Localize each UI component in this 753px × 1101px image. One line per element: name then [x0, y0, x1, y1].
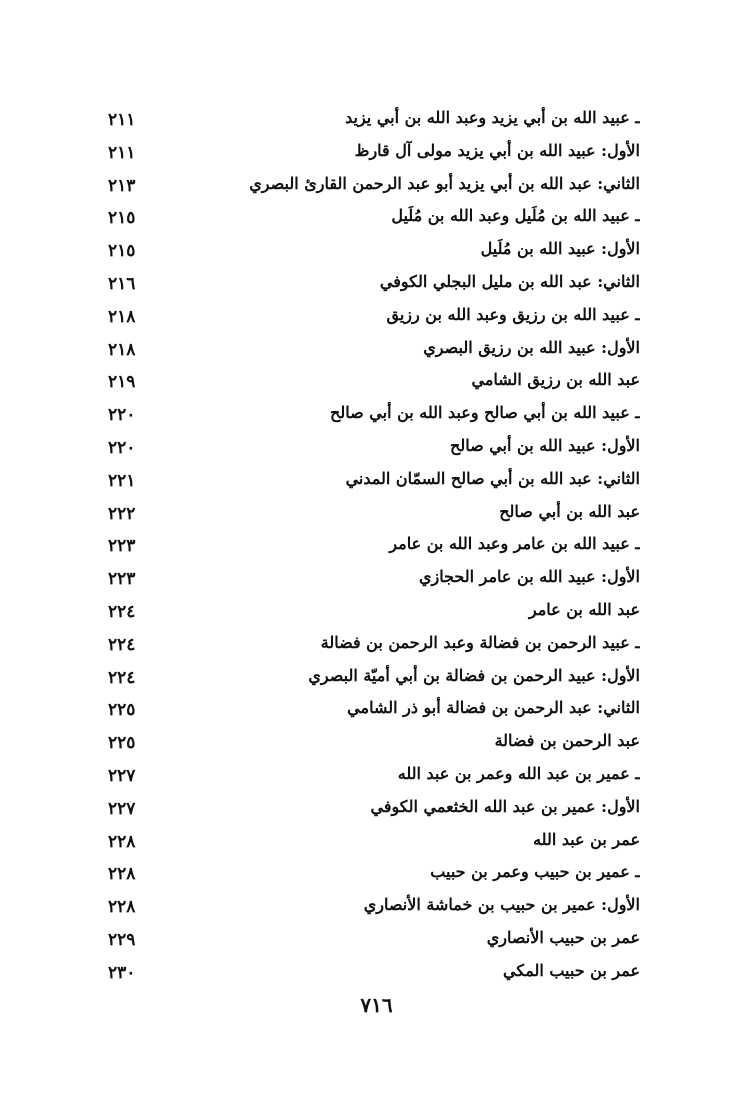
toc-row	[0, 725, 753, 758]
toc-entry-title: ـ عمير بن عبد الله وعمر بن عبد الله	[397, 763, 640, 783]
toc-entry-page: ٢٣٠	[108, 962, 136, 983]
toc-row	[0, 233, 753, 266]
toc-row	[0, 692, 753, 725]
toc-row	[0, 102, 753, 135]
toc-row	[0, 200, 753, 233]
toc-entry-page: ٢٢٠	[108, 405, 136, 426]
toc-entry-page: ٢١٦	[108, 273, 136, 294]
toc-entry-page: ٢٢٤	[108, 634, 136, 655]
toc-row	[0, 889, 753, 922]
toc-entry-title: الثاني: عبد الرحمن بن فضالة أبو ذر الشامي	[347, 698, 640, 718]
toc-entry-title: ـ عبيد الله بن عامر وعبد الله بن عامر	[389, 534, 640, 554]
toc-entry-title: ـ عبيد الرحمن بن فضالة وعبد الرحمن بن فضالة	[320, 632, 640, 652]
toc-row	[0, 561, 753, 594]
toc-row	[0, 463, 753, 496]
toc-row	[0, 660, 753, 693]
toc-entry-page: ٢٢٣	[108, 569, 136, 590]
toc-row	[0, 496, 753, 529]
toc-entry-title: الثاني: عبد الله بن مليل البجلي الكوفي	[379, 271, 640, 291]
toc-row	[0, 758, 753, 791]
toc-entry-page: ٢١٥	[108, 208, 136, 229]
toc-entry-page: ٢٢٠	[108, 437, 136, 458]
toc-row	[0, 627, 753, 660]
toc-entry-page: ٢١٥	[108, 241, 136, 262]
toc-entry-page: ٢٢٧	[108, 798, 136, 819]
toc-entry-page: ٢١٨	[108, 306, 136, 327]
toc-entry-title: الأول: عمير بن عبد الله الخثعمي الكوفي	[370, 796, 640, 816]
toc-entry-title: الثاني: عبد الله بن أبي صالح السمّان المدني	[345, 468, 640, 488]
toc-row	[0, 430, 753, 463]
toc-row	[0, 955, 753, 988]
toc-entry-title: الأول: عبيد الله بن أبي يزيد مولى آل قارظ	[354, 140, 640, 160]
toc-entry-title: ـ عبيد الله بن رزيق وعبد الله بن رزيق	[386, 304, 640, 324]
toc-row	[0, 856, 753, 889]
toc-row	[0, 528, 753, 561]
toc-entry-title: ـ عبيد الله بن أبي صالح وعبد الله بن أبي صالح	[330, 403, 640, 423]
toc-entry-title: الثاني: عبد الله بن أبي يزيد أبو عبد الرحمن القارئ البصري	[249, 173, 640, 193]
table-of-contents	[0, 102, 753, 988]
toc-entry-title: عبد الله بن عامر	[528, 599, 640, 619]
toc-row	[0, 299, 753, 332]
toc-entry-page: ٢١٨	[108, 339, 136, 360]
toc-row	[0, 397, 753, 430]
toc-entry-title: الأول: عمير بن حبيب بن خماشة الأنصاري	[363, 895, 640, 915]
toc-entry-title: عمر بن حبيب المكي	[503, 960, 640, 980]
page-number: ٧١٦	[360, 993, 393, 1017]
toc-entry-page: ٢٢٨	[108, 897, 136, 918]
toc-row	[0, 332, 753, 365]
toc-entry-title: الأول: عبيد الرحمن بن فضالة بن أبي أميّة البصري	[308, 665, 640, 685]
toc-entry-page: ٢٢٧	[108, 765, 136, 786]
toc-entry-page: ٢١٩	[108, 372, 136, 393]
toc-entry-page: ٢١١	[108, 142, 136, 163]
toc-entry-title: عبد الله بن أبي صالح	[499, 501, 640, 521]
toc-entry-title: عبد الله بن رزيق الشامي	[471, 370, 640, 390]
toc-entry-title: عمر بن حبيب الأنصاري	[486, 927, 640, 947]
toc-entry-page: ٢٢٩	[108, 929, 136, 950]
toc-entry-page: ٢١١	[108, 110, 136, 130]
toc-entry-page: ٢٢٨	[108, 864, 136, 885]
toc-entry-title: الأول: عبيد الله بن أبي صالح	[449, 435, 640, 455]
toc-entry-page: ٢٢٣	[108, 536, 136, 557]
toc-row	[0, 135, 753, 168]
toc-entry-page: ٢٢٨	[108, 831, 136, 852]
toc-entry-title: الأول: عبيد الله بن عامر الحجازي	[418, 567, 640, 587]
toc-entry-title: ـ عبيد الله بن أبي يزيد وعبد الله بن أبي يزيد	[345, 108, 640, 127]
toc-entry-page: ٢٢٤	[108, 601, 136, 622]
toc-row	[0, 594, 753, 627]
toc-entry-title: عمر بن عبد الله	[533, 829, 640, 849]
toc-row	[0, 364, 753, 397]
toc-entry-title: الأول: عبيد الله بن رزيق البصري	[423, 337, 640, 357]
toc-entry-page: ٢٢٥	[108, 700, 136, 721]
toc-entry-page: ٢١٣	[108, 175, 136, 196]
toc-row	[0, 266, 753, 299]
toc-row	[0, 168, 753, 201]
toc-row	[0, 791, 753, 824]
toc-entry-page: ٢٢٥	[108, 733, 136, 754]
toc-entry-page: ٢٢٢	[108, 503, 136, 524]
toc-entry-title: ـ عمير بن حبيب وعمر بن حبيب	[430, 862, 640, 882]
toc-row	[0, 824, 753, 857]
toc-entry-title: عبد الرحمن بن فضالة	[494, 731, 640, 751]
toc-entry-title: الأول: عبيد الله بن مُلَيل	[480, 239, 640, 259]
toc-entry-page: ٢٢١	[108, 470, 136, 491]
toc-entry-title: ـ عبيد الله بن مُلَيل وعبد الله بن مُلَيل	[391, 206, 640, 226]
toc-row	[0, 922, 753, 955]
toc-entry-page: ٢٢٤	[108, 667, 136, 688]
